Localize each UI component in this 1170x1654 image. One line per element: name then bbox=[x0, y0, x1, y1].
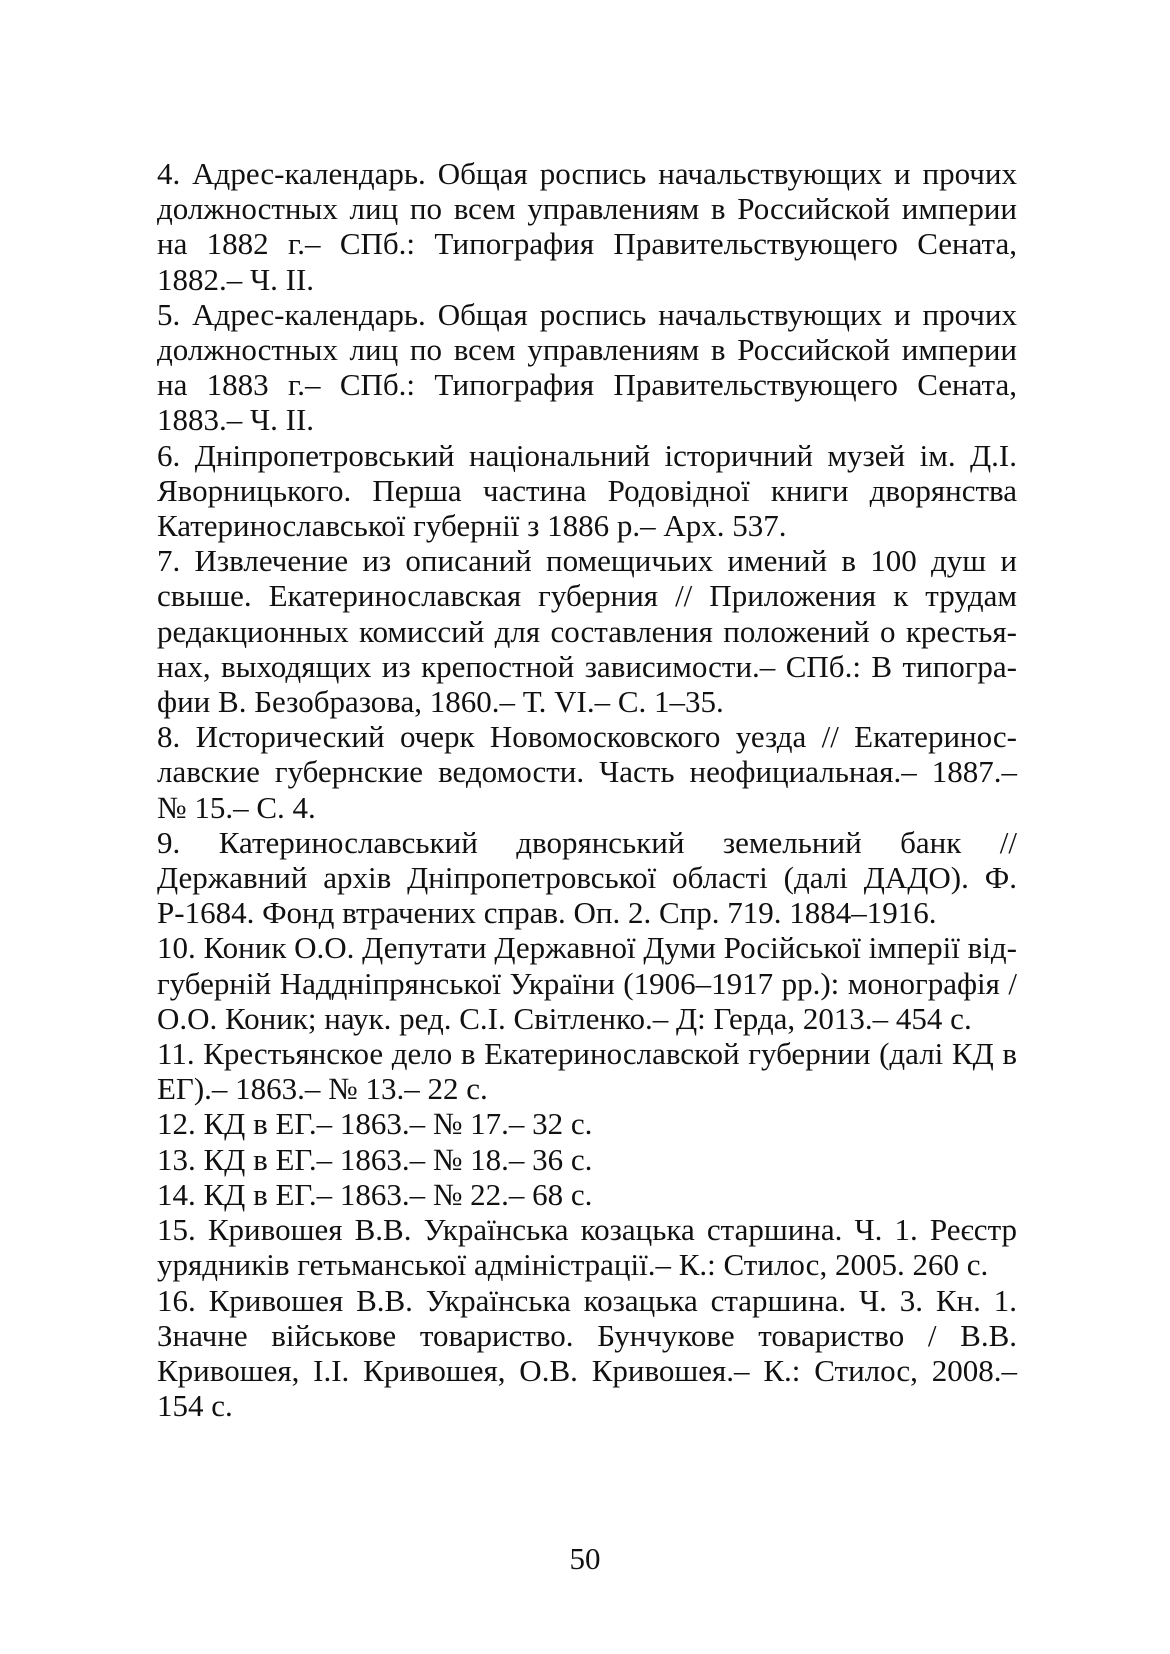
reference-item: 11. Крестьянское дело в Екатеринославской губернии (далі КД в ЕГ).– 1863.– № 13.– 22 с. bbox=[157, 1036, 1017, 1107]
reference-item: 10. Коник О.О. Депутати Державної Думи Російської імперії відгуберній Наддніпрянської України (1906–1917 рр.): монографія / О.О. Коник; наук. ред. С.І. Світленко.– Д: Герда, 2013.– 454 с. bbox=[157, 930, 1017, 1036]
reference-item: 15. Кривошея В.В. Українська козацька старшина. Ч. 1. Реєстр урядників гетьманської адміністрації.– К.: Стилос, 2005. 260 с. bbox=[157, 1212, 1017, 1283]
reference-item: 13. КД в ЕГ.– 1863.– № 18.– 36 с. bbox=[157, 1141, 593, 1177]
reference-item: 8. Исторический очерк Новомосковского уезда // Екатеринославские губернские ведомости. Часть неофициальная.– 1887.– № 15.– С. 4. bbox=[157, 719, 1017, 825]
reference-item: 7. Извлечение из описаний помещичьих имений в 100 душ и свыше. Екатеринославская губерния // Приложения к трудам редакционных комиссий для составления положений о крестьянах, выходящих из крепостной зависимости.– СПб.: В типографии В. Безобразова, 1860.– Т. VI.– С. 1–35. bbox=[157, 543, 1017, 720]
page-number: 50 bbox=[569, 1541, 601, 1576]
reference-list bbox=[157, 156, 1017, 1423]
reference-item: 4. Адрес-календарь. Общая роспись начальствующих и прочих должностных лиц по всем управлениям в Российской империи на 1882 г.– СПб.: Типография Правительствующего Сената, 1882.– Ч. II. bbox=[157, 156, 1017, 297]
reference-item: 12. КД в ЕГ.– 1863.– № 17.– 32 с. bbox=[157, 1106, 593, 1142]
reference-item: 5. Адрес-календарь. Общая роспись начальствующих и прочих должностных лиц по всем управлениям в Российской империи на 1883 г.– СПб.: Типография Правительствующего Сената, 1883.– Ч. II. bbox=[157, 296, 1017, 438]
reference-item: 9. Катеринославський дворянський земельний банк // Державний архів Дніпропетровської області (далі ДАДО). Ф. Р-1684. Фонд втрачених справ. Оп. 2. Спр. 719. 1884–1916. bbox=[157, 824, 1017, 931]
reference-item: 14. КД в ЕГ.– 1863.– № 22.– 68 с. bbox=[157, 1176, 593, 1212]
reference-item: 6. Дніпропетровський національний історичний музей ім. Д.І. Яворницького. Перша частина Родовідної книги дворянства Катеринославської губернії з 1886 р.– Арх. 537. bbox=[157, 437, 1017, 544]
reference-item: 16. Кривошея В.В. Українська козацька старшина. Ч. 3. Кн. 1. Значне військове товариство. Бунчукове товариство / В.В. Кривошея, І.І. Кривошея, О.В. Кривошея.– К.: Стилос, 2008.– 154 с. bbox=[157, 1282, 1017, 1424]
references-section bbox=[157, 156, 1017, 1423]
